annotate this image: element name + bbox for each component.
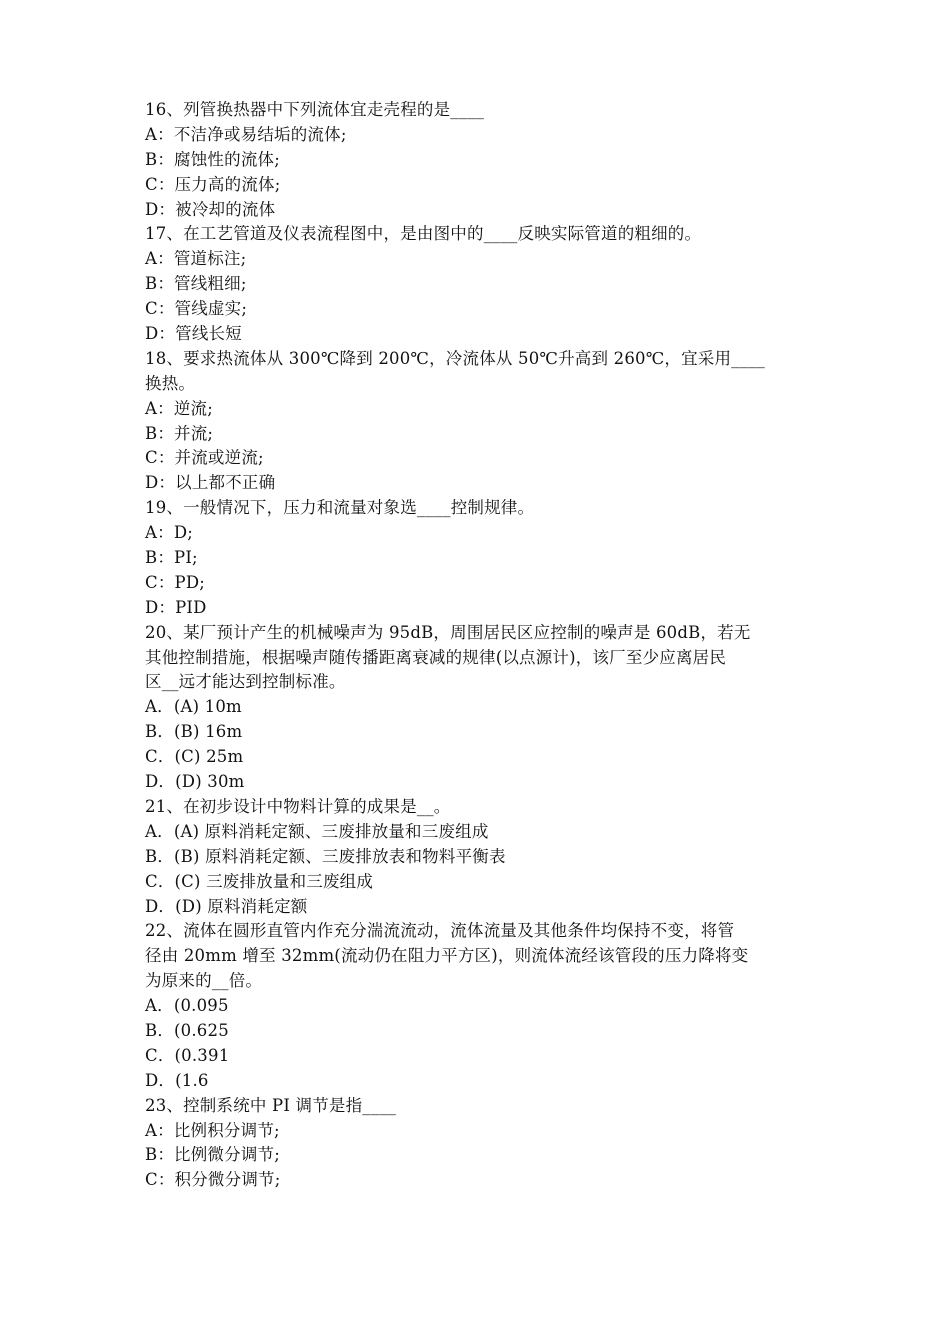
q21-option-a: A．(A) 原料消耗定额、三废排放量和三废组成 [145, 821, 489, 841]
q17-question: 17、在工艺管道及仪表流程图中，是由图中的____反映实际管道的粗细的。 [145, 224, 702, 244]
q22-option-b: B．(0.625 [145, 1020, 229, 1040]
q16-option-b: B：腐蚀性的流体; [145, 149, 280, 169]
q16-option-a: A：不洁净或易结垢的流体; [145, 124, 347, 144]
q21-question: 21、在初步设计中物料计算的成果是__。 [145, 796, 451, 816]
q19-option-d: D：PID [145, 597, 207, 617]
q20-option-c: C．(C) 25m [145, 747, 244, 767]
q22-question-line-2: 径由 20mm 增至 32mm(流动仍在阻力平方区)，则流体流经该管段的压力降将变 [145, 946, 749, 966]
q18-question-line-1: 18、要求热流体从 300℃降到 200℃，冷流体从 50℃升高到 260℃，宜采用____ [145, 348, 765, 368]
q17-option-c: C：管线虚实; [145, 299, 248, 319]
q19-question: 19、一般情况下，压力和流量对象选____控制规律。 [145, 498, 535, 518]
q17-option-d: D：管线长短 [145, 324, 242, 344]
q19-option-b: B：PI; [145, 548, 198, 568]
q21-option-d: D．(D) 原料消耗定额 [145, 896, 308, 916]
q20-question-line-2: 其他控制措施，根据噪声随传播距离衰减的规律(以点源计)，该厂至少应离居民 [145, 647, 727, 667]
q20-question-line-3: 区__远才能达到控制标准。 [145, 672, 346, 692]
q23-question: 23、控制系统中 PI 调节是指____ [145, 1095, 397, 1115]
q16-option-c: C：压力高的流体; [145, 174, 281, 194]
q22-question-line-3: 为原来的__倍。 [145, 971, 263, 991]
q16-option-d: D：被冷却的流体 [145, 199, 276, 219]
q19-option-a: A：D; [145, 523, 194, 543]
q21-option-c: C．(C) 三废排放量和三废组成 [145, 871, 374, 891]
q22-option-c: C．(0.391 [145, 1045, 230, 1065]
q23-option-a: A：比例积分调节; [145, 1120, 280, 1140]
q23-option-b: B：比例微分调节; [145, 1145, 280, 1165]
q21-option-b: B．(B) 原料消耗定额、三废排放表和物料平衡表 [145, 846, 506, 866]
q18-option-a: A：逆流; [145, 398, 213, 418]
q22-option-d: D．(1.6 [145, 1070, 209, 1090]
q16-question: 16、列管换热器中下列流体宜走壳程的是____ [145, 100, 485, 119]
q17-option-a: A：管道标注; [145, 249, 247, 269]
q19-option-c: C：PD; [145, 572, 206, 592]
document-body [145, 98, 810, 1193]
q18-option-d: D：以上都不正确 [145, 473, 276, 493]
q20-option-b: B．(B) 16m [145, 722, 243, 742]
q20-option-d: D．(D) 30m [145, 772, 245, 792]
q18-question-line-2: 换热。 [145, 373, 196, 393]
q22-option-a: A．(0.095 [145, 996, 229, 1016]
q18-option-c: C：并流或逆流; [145, 448, 264, 468]
q22-question-line-1: 22、流体在圆形直管内作充分湍流流动，流体流量及其他条件均保持不变，将管 [145, 921, 735, 941]
q20-option-a: A．(A) 10m [145, 697, 242, 717]
q18-option-b: B：并流; [145, 423, 214, 443]
q17-option-b: B：管线粗细; [145, 274, 247, 294]
q20-question-line-1: 20、某厂预计产生的机械噪声为 95dB，周围居民区应控制的噪声是 60dB，若无 [145, 622, 751, 642]
q23-option-c: C：积分微分调节; [145, 1170, 281, 1190]
